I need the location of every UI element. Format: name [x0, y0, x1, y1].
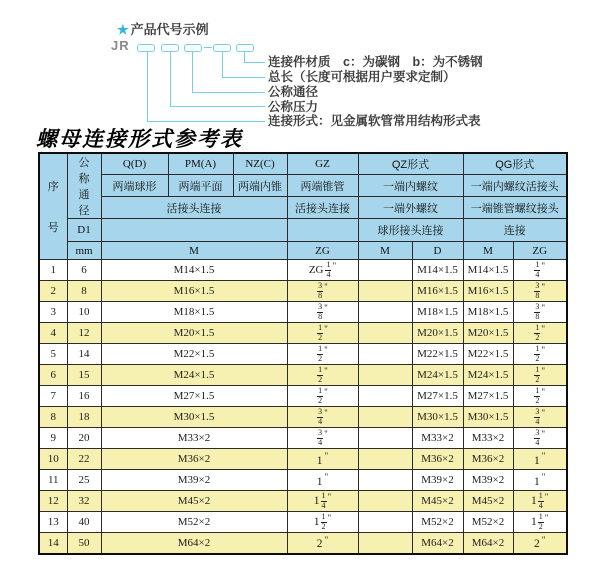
table-row	[39, 344, 567, 365]
cell-m: M64×2	[101, 533, 287, 554]
cell-qz_d: M22×1.5	[412, 344, 463, 365]
cell-gz: 1 $\frac{1}{2}$ "	[287, 512, 358, 533]
table-row	[39, 281, 567, 302]
cell-qg_m: M22×1.5	[463, 344, 513, 365]
cell-qg_m: M18×1.5	[463, 302, 513, 323]
table-row	[39, 365, 567, 386]
cell-gz: 1 "	[287, 470, 358, 491]
table-row	[39, 470, 567, 491]
cell-qg_zg: $\frac{3}{4}$ "	[513, 428, 567, 449]
header-gz-code: GZ	[287, 153, 358, 175]
cell-qz_d: M27×1.5	[412, 386, 463, 407]
code-dash	[204, 47, 212, 48]
cell-gz: 1 $\frac{1}{4}$ "	[287, 491, 358, 512]
cell-mm: 32	[67, 491, 101, 512]
cell-mm: 10	[67, 302, 101, 323]
code-box	[213, 44, 231, 52]
cell-gz: $\frac{1}{2}$ "	[287, 365, 358, 386]
cell-qg_zg: 1 "	[513, 449, 567, 470]
cell-gz: $\frac{3}{4}$ "	[287, 407, 358, 428]
cell-qz_m	[358, 428, 412, 449]
cell-qg_m: M20×1.5	[463, 323, 513, 344]
nut-connection-reference-table	[38, 152, 568, 555]
cell-qz_m	[358, 323, 412, 344]
cell-mm: 8	[67, 281, 101, 302]
header-qg-row3: 一端锥管螺纹接头	[463, 197, 567, 219]
cell-qz_d: M16×1.5	[412, 281, 463, 302]
cell-qg_zg: $\frac{3}{4}$ "	[513, 407, 567, 428]
cell-qz_d: M20×1.5	[412, 323, 463, 344]
header-q-desc: 两端球形	[101, 175, 168, 197]
header-qz-code: QZ形式	[358, 153, 463, 175]
cell-qz_d: M14×1.5	[412, 260, 463, 281]
cell-gz: $\frac{3}{8}$ "	[287, 302, 358, 323]
code-box	[161, 44, 179, 52]
cell-qg_zg: $\frac{1}{2}$ "	[513, 365, 567, 386]
header-gz-row3: 活接头连接	[287, 197, 358, 219]
cell-m: M14×1.5	[101, 260, 287, 281]
cell-qz_m	[358, 533, 412, 554]
cell-no: 3	[39, 302, 67, 323]
cell-mm: 50	[67, 533, 101, 554]
cell-qz_m	[358, 407, 412, 428]
connector-line-horizontal	[170, 106, 265, 107]
cell-qg_zg: 2 "	[513, 533, 567, 554]
header-nominal-diameter: 公 称 通 径	[67, 153, 101, 219]
product-code-heading	[117, 19, 209, 38]
cell-qz_d: M33×2	[412, 428, 463, 449]
cell-qz_m	[358, 365, 412, 386]
cell-mm: 18	[67, 407, 101, 428]
cell-no: 2	[39, 281, 67, 302]
cell-no: 14	[39, 533, 67, 554]
header-gz-desc: 两端锥管	[287, 175, 358, 197]
table-row	[39, 428, 567, 449]
cell-qg_m: M39×2	[463, 470, 513, 491]
code-label: 总长（长度可根据用户要求定制）	[268, 70, 456, 84]
connector-line-vertical	[147, 52, 148, 121]
header-qz-row4: 球形接头连接	[358, 219, 463, 242]
cell-m: M22×1.5	[101, 344, 287, 365]
cell-qz_m	[358, 491, 412, 512]
cell-qz_m	[358, 281, 412, 302]
header-gz-empty	[287, 219, 358, 242]
cell-qz_m	[358, 449, 412, 470]
table-row	[39, 302, 567, 323]
cell-no: 1	[39, 260, 67, 281]
cell-qg_m: M16×1.5	[463, 281, 513, 302]
code-box	[184, 44, 202, 52]
header-qz-desc: 一端内螺纹	[358, 175, 463, 197]
cell-m: M52×2	[101, 512, 287, 533]
cell-gz: $\frac{1}{2}$ "	[287, 344, 358, 365]
cell-gz: 2 "	[287, 533, 358, 554]
cell-qg_zg: 1 $\frac{1}{2}$ "	[513, 512, 567, 533]
connector-line-vertical	[170, 52, 171, 106]
connector-line-horizontal	[192, 92, 265, 93]
code-box	[137, 44, 155, 52]
cell-qz_d: M52×2	[412, 512, 463, 533]
cell-m: M16×1.5	[101, 281, 287, 302]
code-label: 公称通径	[268, 85, 319, 99]
connector-line-vertical	[222, 52, 223, 77]
header-qz-row3: 一端外螺纹	[358, 197, 463, 219]
cell-qz_d: M45×2	[412, 491, 463, 512]
cell-qz_d: M18×1.5	[412, 302, 463, 323]
table-row	[39, 407, 567, 428]
cell-gz: $\frac{3}{8}$ "	[287, 281, 358, 302]
header-qpn-unit: M	[101, 242, 287, 260]
code-label: 连接件材质 c：为碳钢 b：为不锈钢	[268, 55, 483, 69]
table-row	[39, 449, 567, 470]
cell-m: M45×2	[101, 491, 287, 512]
connector-line-vertical	[244, 52, 245, 62]
header-pm-desc: 两端平面	[168, 175, 233, 197]
header-mm: mm	[67, 242, 101, 260]
cell-mm: 22	[67, 449, 101, 470]
cell-qg_zg: $\frac{1}{2}$ "	[513, 323, 567, 344]
header-qg-desc: 一端内螺纹活接头	[463, 175, 567, 197]
table-row	[39, 533, 567, 554]
cell-m: M18×1.5	[101, 302, 287, 323]
cell-mm: 25	[67, 470, 101, 491]
table-row	[39, 323, 567, 344]
cell-no: 4	[39, 323, 67, 344]
header-nz-desc: 两端内锥	[233, 175, 287, 197]
table-body	[39, 260, 567, 554]
cell-qg_zg: $\frac{1}{4}$ "	[513, 260, 567, 281]
cell-mm: 15	[67, 365, 101, 386]
cell-qz_m	[358, 512, 412, 533]
cell-gz: 1 "	[287, 449, 358, 470]
cell-qz_d: M30×1.5	[412, 407, 463, 428]
cell-m: M36×2	[101, 449, 287, 470]
product-code-heading-text: 产品代号示例	[130, 22, 209, 37]
code-prefix: JR	[111, 38, 130, 53]
header-qpn-row3: 活接头连接	[101, 197, 287, 219]
cell-mm: 6	[67, 260, 101, 281]
cell-no: 10	[39, 449, 67, 470]
cell-m: M24×1.5	[101, 365, 287, 386]
cell-qz_m	[358, 344, 412, 365]
cell-qz_d: M39×2	[412, 470, 463, 491]
header-d1: D1	[67, 219, 101, 242]
cell-qz_m	[358, 386, 412, 407]
cell-mm: 14	[67, 344, 101, 365]
table-header	[39, 153, 567, 260]
table-row	[39, 386, 567, 407]
cell-qg_m: M64×2	[463, 533, 513, 554]
cell-qg_zg: $\frac{1}{2}$ "	[513, 344, 567, 365]
cell-mm: 40	[67, 512, 101, 533]
cell-qg_m: M24×1.5	[463, 365, 513, 386]
cell-qg_m: M27×1.5	[463, 386, 513, 407]
code-box	[236, 44, 254, 52]
cell-no: 8	[39, 407, 67, 428]
table-row	[39, 260, 567, 281]
cell-gz: $\frac{1}{2}$ "	[287, 386, 358, 407]
header-qg-unit-zg: ZG	[513, 242, 567, 260]
header-qg-unit-m: M	[463, 242, 513, 260]
cell-qg_zg: $\frac{3}{8}$ "	[513, 281, 567, 302]
table-title: 螺母连接形式参考表	[36, 126, 243, 151]
connector-line-horizontal	[222, 77, 265, 78]
cell-qg_zg: $\frac{3}{8}$ "	[513, 302, 567, 323]
cell-qg_m: M14×1.5	[463, 260, 513, 281]
cell-qg_zg: 1 $\frac{1}{4}$ "	[513, 491, 567, 512]
cell-m: M20×1.5	[101, 323, 287, 344]
cell-gz: $\frac{1}{2}$ "	[287, 323, 358, 344]
header-serial: 序 号	[39, 153, 67, 260]
header-qpn-empty	[101, 219, 287, 242]
cell-qz_d: M24×1.5	[412, 365, 463, 386]
header-nz-code: NZ(C)	[233, 153, 287, 175]
table-row	[39, 512, 567, 533]
header-pm-code: PM(A)	[168, 153, 233, 175]
cell-qz_d: M36×2	[412, 449, 463, 470]
cell-qz_m	[358, 302, 412, 323]
cell-no: 12	[39, 491, 67, 512]
header-qg-row4: 连接	[463, 219, 567, 242]
code-label: 公称压力	[268, 100, 319, 114]
cell-qg_zg: $\frac{1}{2}$ "	[513, 386, 567, 407]
connector-line-horizontal	[244, 62, 265, 63]
cell-no: 11	[39, 470, 67, 491]
cell-m: M27×1.5	[101, 386, 287, 407]
cell-qg_m: M45×2	[463, 491, 513, 512]
cell-m: M39×2	[101, 470, 287, 491]
cell-qg_m: M52×2	[463, 512, 513, 533]
cell-m: M33×2	[101, 428, 287, 449]
cell-gz: $\frac{3}{4}$ "	[287, 428, 358, 449]
cell-no: 13	[39, 512, 67, 533]
header-q-code: Q(D)	[101, 153, 168, 175]
header-qg-code: QG形式	[463, 153, 567, 175]
cell-qg_m: M36×2	[463, 449, 513, 470]
cell-no: 6	[39, 365, 67, 386]
cell-qz_m	[358, 260, 412, 281]
cell-qg_m: M30×1.5	[463, 407, 513, 428]
star-icon: ★	[117, 22, 129, 37]
cell-qz_d: M64×2	[412, 533, 463, 554]
header-qz-unit-d: D	[412, 242, 463, 260]
cell-qg_zg: 1 "	[513, 470, 567, 491]
cell-mm: 20	[67, 428, 101, 449]
code-label: 连接形式：见金属软管常用结构形式表	[268, 114, 481, 128]
connector-line-horizontal	[147, 121, 265, 122]
header-qz-unit-m: M	[358, 242, 412, 260]
cell-no: 7	[39, 386, 67, 407]
cell-no: 5	[39, 344, 67, 365]
table-row	[39, 491, 567, 512]
cell-mm: 12	[67, 323, 101, 344]
header-gz-unit: ZG	[287, 242, 358, 260]
connector-line-vertical	[192, 52, 193, 92]
cell-m: M30×1.5	[101, 407, 287, 428]
cell-gz: ZG $\frac{1}{4}$ "	[287, 260, 358, 281]
cell-qz_m	[358, 470, 412, 491]
cell-qg_m: M33×2	[463, 428, 513, 449]
cell-mm: 16	[67, 386, 101, 407]
cell-no: 9	[39, 428, 67, 449]
